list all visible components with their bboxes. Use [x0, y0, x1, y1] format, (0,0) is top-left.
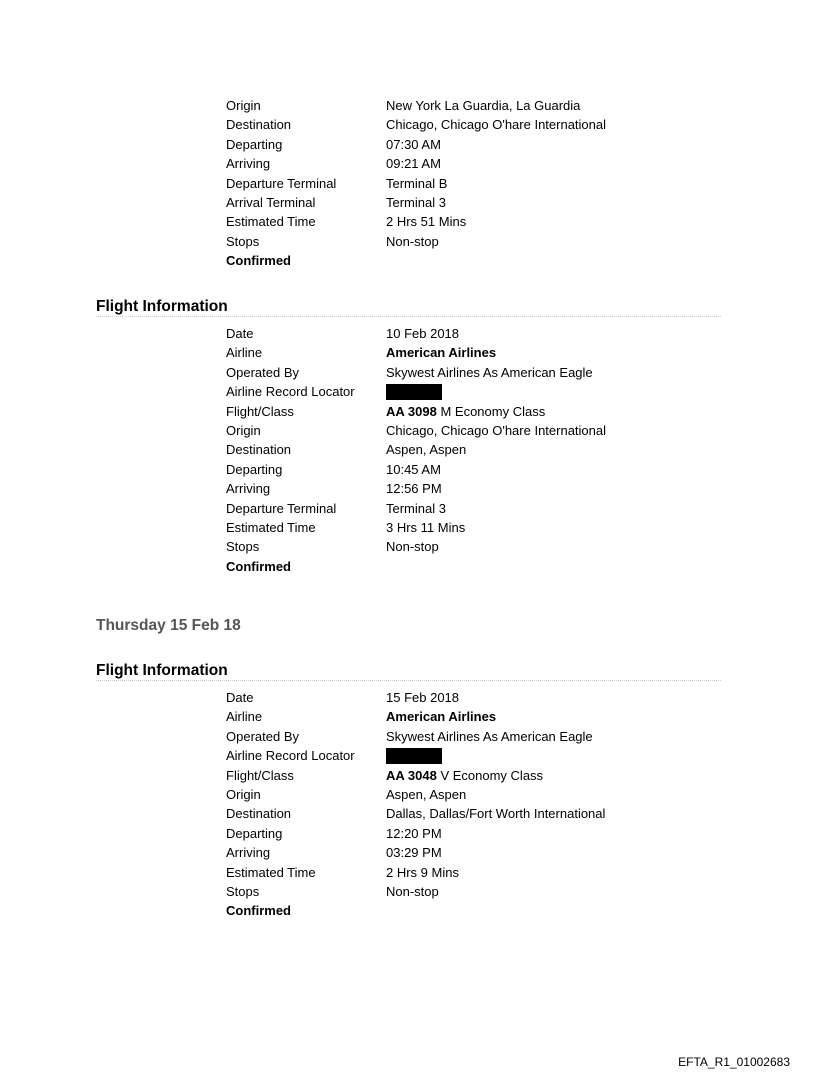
- detail-row-stops: Stops Non-stop: [226, 883, 439, 899]
- detail-row-date: Date 10 Feb 2018: [226, 326, 460, 341]
- detail-row-flight-class: Flight/Class AA 3098 M Economy Class: [226, 403, 546, 419]
- detail-row-departing: Departing 12:20 PM: [226, 825, 442, 841]
- detail-row-date: Date 15 Feb 2018: [226, 690, 460, 705]
- detail-row: Arriving 09:21 AM: [226, 156, 441, 172]
- document-id: EFTA_R1_01002683: [678, 1055, 790, 1069]
- status-confirmed: Confirmed: [226, 558, 291, 574]
- redaction-block: [386, 748, 442, 764]
- flight-class: V Economy Class: [440, 767, 544, 783]
- detail-row-origin: Origin Aspen, Aspen: [226, 786, 467, 802]
- detail-row-estimated-time: Estimated Time 3 Hrs 11 Mins: [226, 519, 466, 535]
- status-confirmed: Confirmed: [226, 253, 291, 269]
- detail-row: Departing 07:30 AM: [226, 136, 441, 152]
- detail-row: Destination Chicago, Chicago O'hare International: [226, 117, 607, 133]
- detail-row-record-locator: Airline Record Locator: [226, 746, 291, 765]
- detail-row-operated-by: Operated By Skywest Airlines As American Eagle: [226, 728, 593, 744]
- detail-row-flight-class: Flight/Class AA 3048 V Economy Class: [226, 767, 544, 783]
- flight-class: M Economy Class: [440, 403, 546, 419]
- detail-row-departing: Departing 10:45 AM: [226, 461, 441, 477]
- flight-number: AA 3098: [386, 403, 437, 419]
- flight-number: AA 3048: [386, 767, 437, 783]
- detail-row-airline: Airline American Airlines: [226, 709, 497, 725]
- detail-row-stops: Stops Non-stop: [226, 539, 439, 555]
- detail-row-airline: Airline American Airlines: [226, 345, 497, 361]
- detail-row-destination: Destination Dallas, Dallas/Fort Worth International: [226, 806, 606, 822]
- section-heading-flight-information: Flight Information: [96, 297, 721, 317]
- day-heading: Thursday 15 Feb 18: [96, 617, 241, 634]
- detail-row-record-locator: Airline Record Locator: [226, 382, 291, 401]
- detail-row: Stops Non-stop: [226, 233, 439, 249]
- detail-row: Arrival Terminal Terminal 3: [226, 194, 446, 210]
- detail-row-destination: Destination Aspen, Aspen: [226, 442, 467, 458]
- segment-3-details: [226, 688, 606, 921]
- detail-row-operated-by: Operated By Skywest Airlines As American Eagle: [226, 364, 593, 380]
- detail-row: Origin New York La Guardia, La Guardia: [226, 98, 581, 113]
- detail-row-estimated-time: Estimated Time 2 Hrs 9 Mins: [226, 864, 459, 880]
- detail-row-origin: Origin Chicago, Chicago O'hare International: [226, 422, 607, 438]
- detail-row-arriving: Arriving 12:56 PM: [226, 481, 442, 497]
- segment-2-details: [226, 324, 607, 576]
- detail-row: Estimated Time 2 Hrs 51 Mins: [226, 214, 467, 230]
- redaction-block: [386, 384, 442, 400]
- detail-row-arriving: Arriving 03:29 PM: [226, 845, 442, 861]
- status-confirmed: Confirmed: [226, 903, 291, 919]
- section-heading-flight-information: Flight Information: [96, 661, 721, 681]
- detail-row: Departure Terminal Terminal B: [226, 175, 448, 191]
- segment-1-details: [226, 96, 607, 271]
- detail-row-departure-terminal: Departure Terminal Terminal 3: [226, 500, 446, 516]
